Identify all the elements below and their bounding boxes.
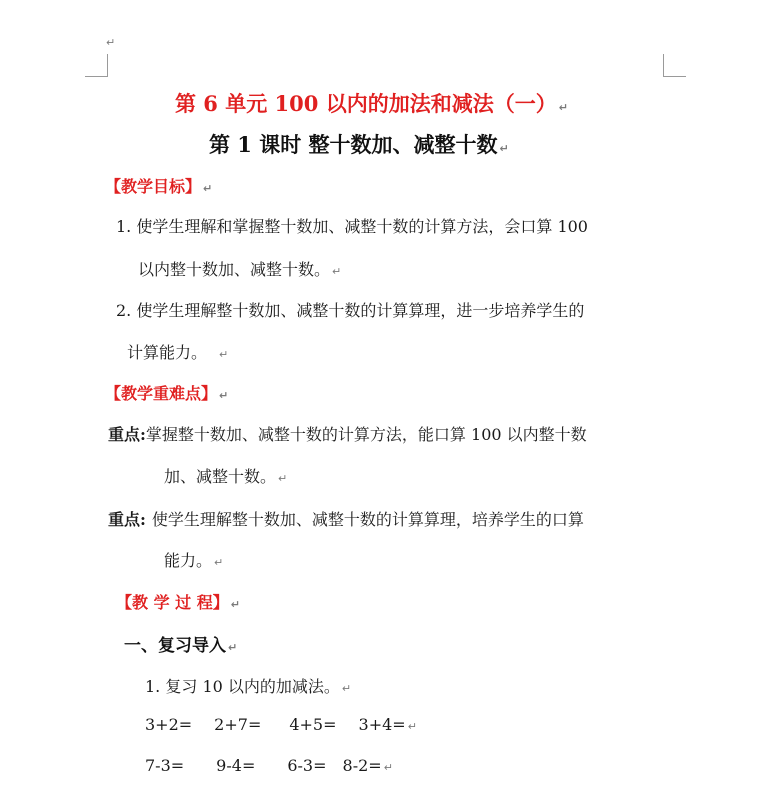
- paragraph-mark: ↵: [219, 348, 229, 361]
- section-review-intro: 一、复习导入 ↵: [124, 636, 238, 656]
- objective-1-line-1: 1. 使学生理解和掌握整十数加、减整十数的计算方法，会口算 100: [116, 217, 588, 236]
- key-point-2-line-2: 能力。 ↵: [164, 551, 224, 570]
- exercise-item: 3+4=: [358, 715, 406, 734]
- page-corner-mark-left: [85, 54, 108, 77]
- paragraph-mark: ↵: [219, 389, 229, 402]
- key-point-label: 重点:: [108, 425, 146, 444]
- paragraph-mark: ↵: [558, 101, 568, 114]
- objective-2-line-2: 计算能力。 ↵: [127, 343, 229, 362]
- paragraph-mark: ↵: [230, 598, 240, 611]
- exercise-item: 6-3=: [287, 756, 327, 775]
- lesson-title: 第 1 课时 整十数加、减整十数 ↵: [209, 132, 509, 157]
- exercise-item: 9-4=: [216, 756, 256, 775]
- exercise-row-1: [145, 715, 417, 734]
- exercise-item: 8-2=: [342, 756, 382, 775]
- exercise-item: 2+7=: [214, 715, 262, 734]
- key-point-2-line-1: 重点: 使学生理解整十数加、减整十数的计算算理，培养学生的口算: [108, 510, 584, 529]
- objective-2-line-1: 2. 使学生理解整十数加、减整十数的计算算理，进一步培养学生的: [116, 301, 585, 320]
- review-item-1: 1. 复习 10 以内的加减法。 ↵: [145, 677, 352, 696]
- paragraph-mark: ↵: [341, 682, 352, 695]
- exercise-item: 3+2=: [145, 715, 193, 734]
- objectives-heading: 【教学目标】 ↵: [105, 177, 213, 196]
- key-point-label: 重点:: [108, 510, 146, 529]
- process-heading: 【教 学 过 程】 ↵: [116, 593, 240, 612]
- key-point-1-line-2: 加、减整十数。 ↵: [164, 467, 288, 486]
- unit-title: 第 6 单元 100 以内的加法和减法（一） ↵: [175, 91, 568, 116]
- paragraph-mark: ↵: [106, 36, 116, 49]
- paragraph-mark: ↵: [228, 641, 238, 654]
- key-points-heading: 【教学重难点】 ↵: [105, 384, 229, 403]
- exercise-item: 7-3=: [145, 756, 185, 775]
- exercise-item: 4+5=: [289, 715, 337, 734]
- page-corner-mark-right: [663, 54, 686, 77]
- paragraph-mark: ↵: [499, 142, 509, 155]
- paragraph-mark: ↵: [407, 720, 417, 733]
- objective-1-line-2: 以内整十数加、减整十数。 ↵: [138, 260, 342, 279]
- paragraph-mark: ↵: [278, 472, 288, 485]
- exercise-row-2: [145, 756, 393, 775]
- paragraph-mark: ↵: [383, 761, 393, 774]
- paragraph-mark: ↵: [214, 556, 224, 569]
- paragraph-mark: ↵: [203, 182, 213, 195]
- key-point-1-line-1: 重点:掌握整十数加、减整十数的计算方法，能口算 100 以内整十数: [108, 425, 587, 444]
- paragraph-mark: ↵: [332, 265, 342, 278]
